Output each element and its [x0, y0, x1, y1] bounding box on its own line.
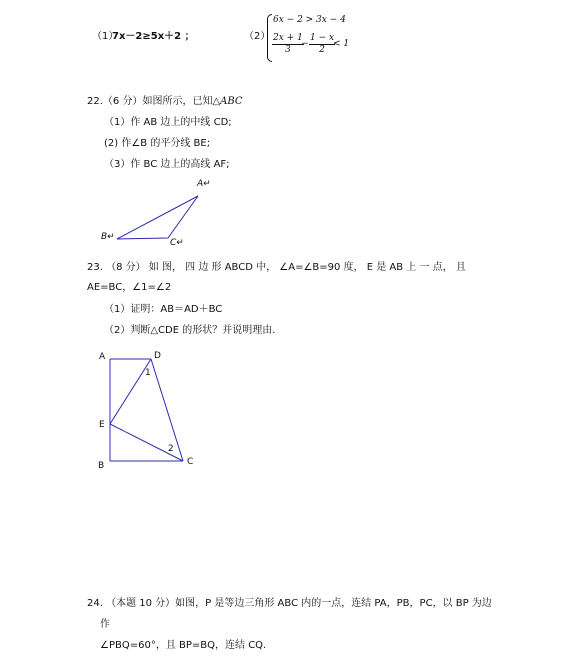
q24-line-2: 作	[100, 619, 110, 630]
q22-item-2: (2) 作∠B 的平分线 BE;	[104, 138, 211, 149]
fraction-2-denominator: 2	[319, 45, 325, 55]
q23-angle-2: 2	[168, 444, 174, 454]
q24-line-3: ∠PBQ=60°，且 BP=BQ，连结 CQ.	[100, 640, 267, 651]
side-dc	[151, 359, 183, 461]
q23-angle-1: 1	[145, 368, 151, 378]
q22-title-text: 22.（6 分）如图所示，已知△	[87, 96, 221, 107]
q23-label-c: C	[187, 457, 194, 467]
fraction-1-numerator: 2x + 1	[273, 33, 303, 43]
q22-title-triangle: ABC	[220, 96, 243, 107]
problem-1-label: （1）	[92, 31, 119, 42]
q23-item-2: （2）判断△CDE 的形状？并说明理由.	[104, 325, 276, 336]
q22-label-c: C↵	[170, 238, 184, 248]
q22-label-b: B↵	[101, 232, 115, 242]
problem-1-inequality: 7x－2≥5x＋2 ；	[112, 31, 195, 42]
q23-label-a: A	[99, 352, 106, 362]
fraction-1-denominator: 3	[285, 45, 291, 55]
q23-item-1: （1）证明：AB＝AD＋BC	[104, 304, 223, 315]
q22-label-a: A↵	[197, 179, 211, 189]
q23-label-b: B	[98, 461, 105, 471]
q22-item-1: （1）作 AB 边上的中线 CD;	[104, 117, 232, 128]
minus-sign: −	[301, 39, 309, 49]
system-inequality-1: 6x − 2 > 3x − 4	[273, 15, 346, 25]
less-than-one: < 1	[333, 39, 350, 49]
q24-line-1: 24. （本题 10 分）如图，P 是等边三角形 ABC 内的一点，连结 PA，PB，PC，以 BP 为边	[87, 598, 492, 609]
fraction-2-numerator: 1 − x	[310, 33, 335, 43]
problem-2-label: （2）	[244, 31, 271, 42]
q22-item-3: （3）作 BC 边上的高线 AF;	[104, 159, 230, 170]
q23-label-e: E	[99, 420, 105, 430]
q23-label-d: D	[154, 351, 161, 361]
q23-line-2: AE=BC，∠1=∠2	[87, 282, 172, 293]
q23-line-1: 23. （8 分） 如 图， 四 边 形 ABCD 中， ∠A=∠B=90 度， E 是 AB 上 一 点， 且	[87, 262, 466, 273]
